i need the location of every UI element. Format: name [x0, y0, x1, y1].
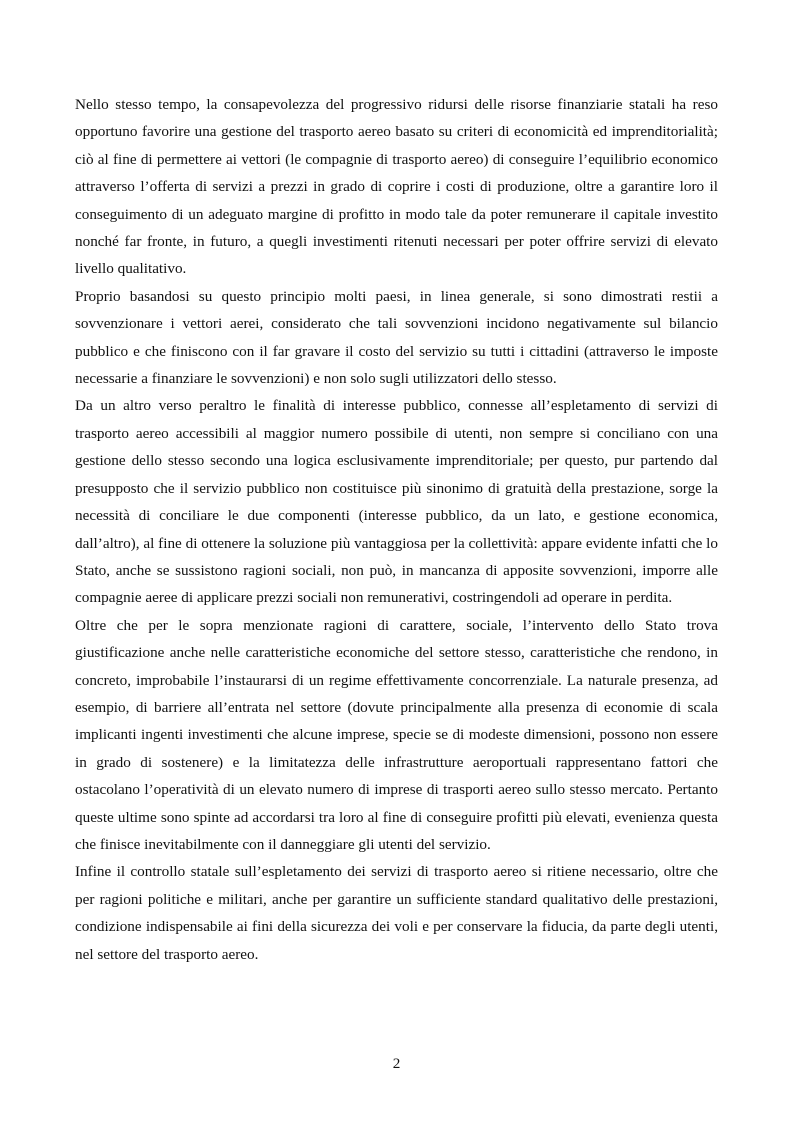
paragraph-5: Infine il controllo statale sull’espletamento dei servizi di trasporto aereo si ritiene necessario, oltre che per ragioni politiche e militari, anche per garantire un sufficiente standard qualitativo delle prestazioni, condizione indispensabile ai fini della sicurezza dei voli e per conservare la fiducia, da parte degli utenti, nel settore del trasporto aereo.: [75, 863, 718, 963]
page-body: [75, 91, 718, 968]
paragraph-3: Da un altro verso peraltro le finalità di interesse pubblico, connesse all’espletamento di servizi di trasporto aereo accessibili al maggior numero possibile di utenti, non sempre si conciliano con una gestione dello stesso secondo una logica esclusivamente imprenditoriale; per questo, pur partendo dal presupposto che il servizio pubblico non costituisce più sinonimo di gratuità della prestazione, sorge la necessità di conciliare le due componenti (interesse pubblico, da un lato, e gestione economica, dall’altro), al fine di ottenere la soluzione più vantaggiosa per la collettività: appare evidente infatti che lo Stato, anche se sussistono ragioni sociali, non può, in mancanza di apposite sovvenzioni, imporre alle compagnie aeree di applicare prezzi sociali non remunerativi, costringendoli ad operare in perdita.: [75, 397, 718, 607]
paragraph-4: Oltre che per le sopra menzionate ragioni di carattere, sociale, l’intervento dello Stato trova giustificazione anche nelle caratteristiche economiche del settore stesso, caratteristiche che rendono, in concreto, improbabile l’instaurarsi di un regime effettivamente concorrenziale. La naturale presenza, ad esempio, di barriere all’entrata nel settore (dovute principalmente alla presenza di economie di scala implicanti ingenti investimenti che alcune imprese, specie se di modeste dimensioni, possono non essere in grado di sostenere) e la limitatezza delle infrastrutture aeroportuali rappresentano fattori che ostacolano l’operatività di un elevato numero di imprese di trasporti aereo sullo stesso mercato. Pertanto queste ultime sono spinte ad accordarsi tra loro al fine di conseguire profitti più elevati, evenienza questa che finisce inevitabilmente con il danneggiare gli utenti del servizio.: [75, 616, 718, 853]
paragraph-2: Proprio basandosi su questo principio molti paesi, in linea generale, si sono dimostrati restii a sovvenzionare i vettori aerei, considerato che tali sovvenzioni incidono negativamente sul bilancio pubblico e che finiscono con il far gravare il costo del servizio su tutti i cittadini (attraverso le imposte necessarie a finanziare le sovvenzioni) e non solo sugli utilizzatori dello stesso.: [75, 287, 718, 388]
paragraph-1: Nello stesso tempo, la consapevolezza del progressivo ridursi delle risorse finanziarie statali ha reso opportuno favorire una gestione del trasporto aereo basato su criteri di economicità ed imprenditorialità; ciò al fine di permettere ai vettori (le compagnie di trasporto aereo) di conseguire l’equilibrio economico attraverso l’offerta di servizi a prezzi in grado di coprire i costi di produzione, oltre a garantire loro il conseguimento di un adeguato margine di profitto in modo tale da poter remunerare il capitale investito nonché far fronte, in futuro, a quegli investimenti ritenuti necessari per poter offrire servizi di elevato livello qualitativo.: [75, 96, 718, 278]
page-number: 2: [392, 1055, 401, 1072]
